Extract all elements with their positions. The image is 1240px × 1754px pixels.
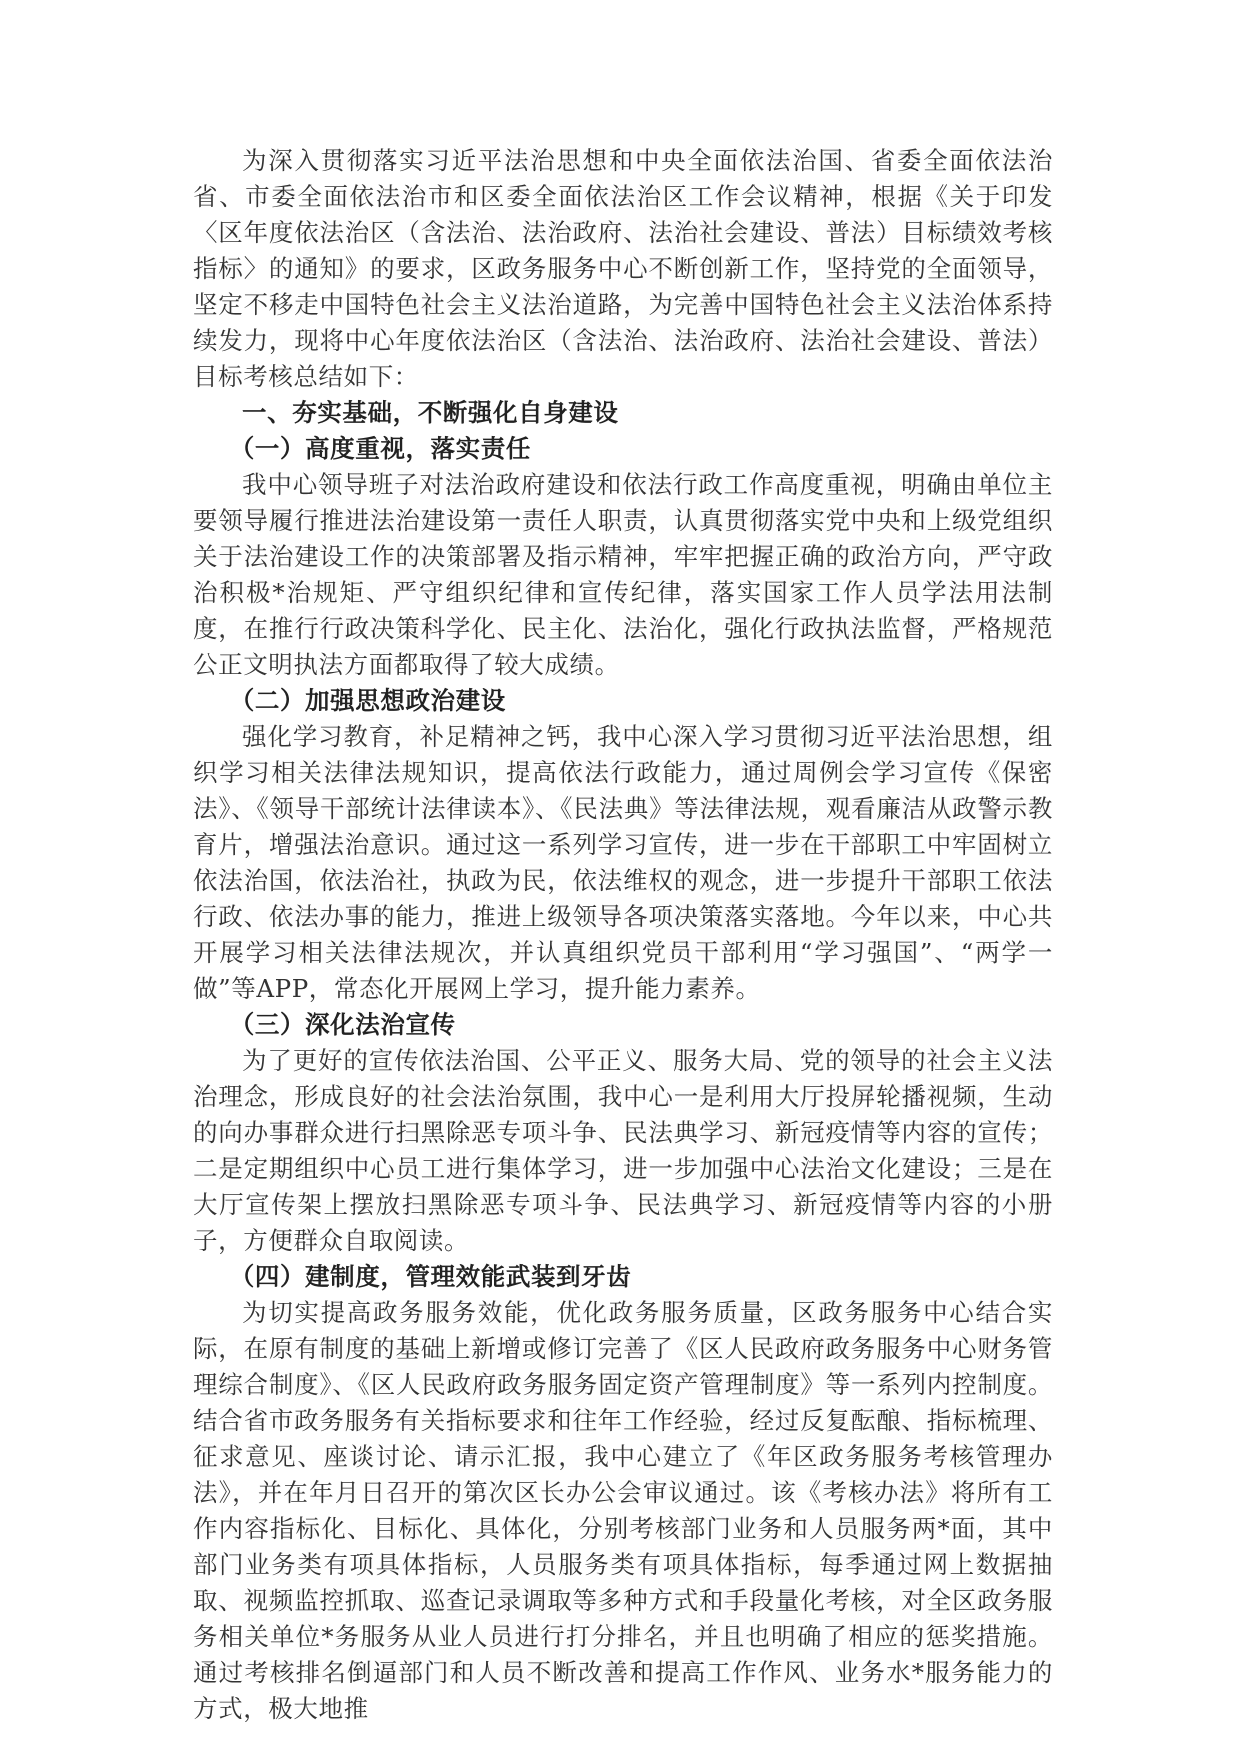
subsection-body-2: 强化学习教育，补足精神之钙，我中心深入学习贯彻习近平法治思想，组织学习相关法律法规知识，提高依法行政能力，通过周例会学习宣传《保密法》、《领导干部统计法律读本》、《民法典》等法律法规，观看廉洁从政警示教育片，增强法治意识。通过这一系列学习宣传，进一步在干部职工中牢固树立依法治国，依法治社，执政为民，依法维权的观念，进一步提升干部职工依法行政、依法办事的能力，推进上级领导各项决策落实落地。今年以来，中心共开展学习相关法律法规次，并认真组织党员干部利用“学习强国”、“两学一做”等APP，常态化开展网上学习，提升能力素养。 [193, 722, 1053, 1003]
section-heading-1: 一、夯实基础，不断强化自身建设 [242, 398, 619, 427]
document-page [193, 143, 1053, 1727]
subsection-body-1: 我中心领导班子对法治政府建设和依法行政工作高度重视，明确由单位主要领导履行推进法治建设第一责任人职责，认真贯彻落实党中央和上级党组织关于法治建设工作的决策部署及指示精神，牢牢把握正确的政治方向，严守政治积极*治规矩、严守组织纪律和宣传纪律，落实国家工作人员学法用法制度，在推行行政决策科学化、民主化、法治化，强化行政执法监督，严格规范公正文明执法方面都取得了较大成绩。 [193, 470, 1053, 679]
subsection-heading-1: （一）高度重视，落实责任 [229, 434, 531, 463]
intro-paragraph: 为深入贯彻落实习近平法治思想和中央全面依法治国、省委全面依法治省、市委全面依法治市和区委全面依法治区工作会议精神，根据《关于印发〈区年度依法治区（含法治、法治政府、法治社会建设、普法）目标绩效考核指标〉的通知》的要求，区政务服务中心不断创新工作，坚持党的全面领导，坚定不移走中国特色社会主义法治道路，为完善中国特色社会主义法治体系持续发力，现将中心年度依法治区（含法治、法治政府、法治社会建设、普法）目标考核总结如下： [193, 146, 1053, 391]
subsection-heading-2: （二）加强思想政治建设 [229, 686, 506, 715]
subsection-body-3: 为了更好的宣传依法治国、公平正义、服务大局、党的领导的社会主义法治理念，形成良好的社会法治氛围，我中心一是利用大厅投屏轮播视频，生动的向办事群众进行扫黑除恶专项斗争、民法典学习、新冠疫情等内容的宣传；二是定期组织中心员工进行集体学习，进一步加强中心法治文化建设；三是在大厅宣传架上摆放扫黑除恶专项斗争、民法典学习、新冠疫情等内容的小册子，方便群众自取阅读。 [193, 1046, 1053, 1255]
subsection-heading-3: （三）深化法治宣传 [229, 1010, 456, 1039]
subsection-body-4: 为切实提高政务服务效能，优化政务服务质量，区政务服务中心结合实际，在原有制度的基础上新增或修订完善了《区人民政府政务服务中心财务管理综合制度》、《区人民政府政务服务固定资产管理制度》等一系列内控制度。结合省市政务服务有关指标要求和往年工作经验，经过反复酝酿、指标梳理、征求意见、座谈讨论、请示汇报，我中心建立了《年区政务服务考核管理办法》，并在年月日召开的第次区长办公会审议通过。该《考核办法》将所有工作内容指标化、目标化、具体化，分别考核部门业务和人员服务两*面，其中部门业务类有项具体指标，人员服务类有项具体指标，每季通过网上数据抽取、视频监控抓取、巡查记录调取等多种方式和手段量化考核，对全区政务服务相关单位*务服务从业人员进行打分排名，并且也明确了相应的惩奖措施。通过考核排名倒逼部门和人员不断改善和提高工作作风、业务水*服务能力的方式，极大地推 [193, 1298, 1053, 1723]
subsection-heading-4: （四）建制度，管理效能武装到牙齿 [229, 1262, 632, 1291]
